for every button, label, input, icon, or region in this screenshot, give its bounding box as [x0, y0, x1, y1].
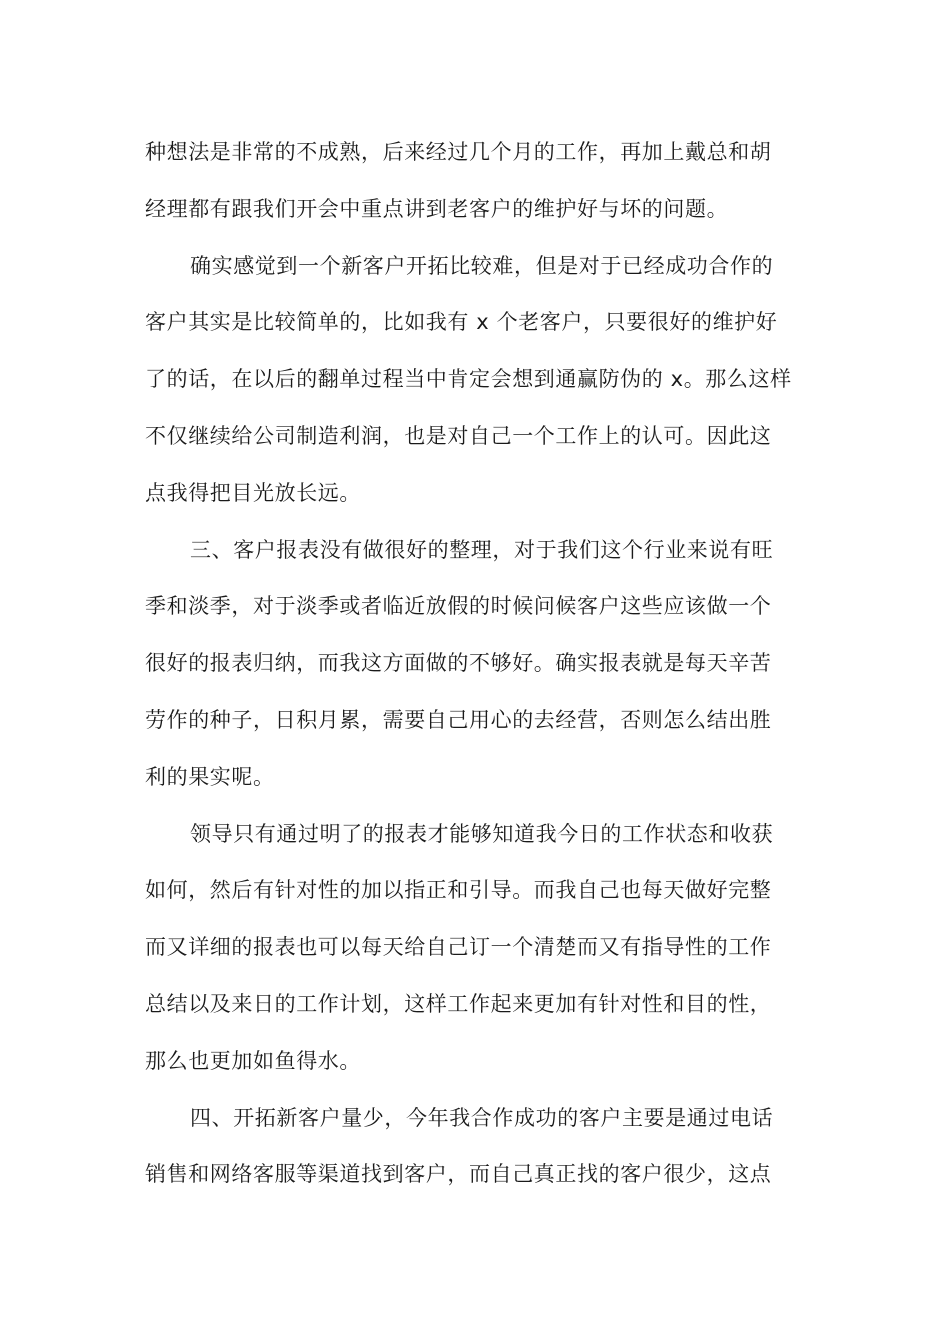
- text-line: 种想法是非常的不成熟，后来经过几个月的工作，再加上戴总和胡: [145, 140, 772, 164]
- paragraph-start-line: 领导只有通过明了的报表才能够知道我今日的工作状态和收获: [190, 822, 774, 846]
- text-line: 利的果实呢。: [145, 765, 275, 789]
- text-line: 了的话，在以后的翻单过程当中肯定会想到通赢防伪的 x。那么这样: [145, 367, 792, 391]
- text-line: 总结以及来日的工作计划，这样工作起来更加有针对性和目的性，: [145, 992, 772, 1016]
- text-line: 客户其实是比较简单的，比如我有 x 个老客户，只要很好的维护好: [145, 310, 778, 334]
- text-line: 点我得把目光放长远。: [145, 481, 361, 505]
- text-line: 如何，然后有针对性的加以指正和引导。而我自己也每天做好完整: [145, 878, 772, 902]
- paragraph-start-line: 确实感觉到一个新客户开拓比较难，但是对于已经成功合作的: [190, 254, 774, 278]
- text-line: 不仅继续给公司制造利润，也是对自己一个工作上的认可。因此这: [145, 424, 772, 448]
- paragraph-start-line: 四、开拓新客户量少，今年我合作成功的客户主要是通过电话: [190, 1106, 774, 1130]
- text-line: 经理都有跟我们开会中重点讲到老客户的维护好与坏的问题。: [145, 197, 729, 221]
- text-line: 季和淡季，对于淡季或者临近放假的时候问候客户这些应该做一个: [145, 594, 772, 618]
- text-line: 那么也更加如鱼得水。: [145, 1049, 361, 1073]
- text-line: 而又详细的报表也可以每天给自己订一个清楚而又有指导性的工作: [145, 935, 772, 959]
- text-line: 劳作的种子，日积月累，需要自己用心的去经营，否则怎么结出胜: [145, 708, 772, 732]
- text-line: 很好的报表归纳，而我这方面做的不够好。确实报表就是每天辛苦: [145, 651, 772, 675]
- text-line: 销售和网络客服等渠道找到客户，而自己真正找的客户很少，这点: [145, 1162, 772, 1186]
- paragraph-start-line: 三、客户报表没有做很好的整理，对于我们这个行业来说有旺: [190, 538, 774, 562]
